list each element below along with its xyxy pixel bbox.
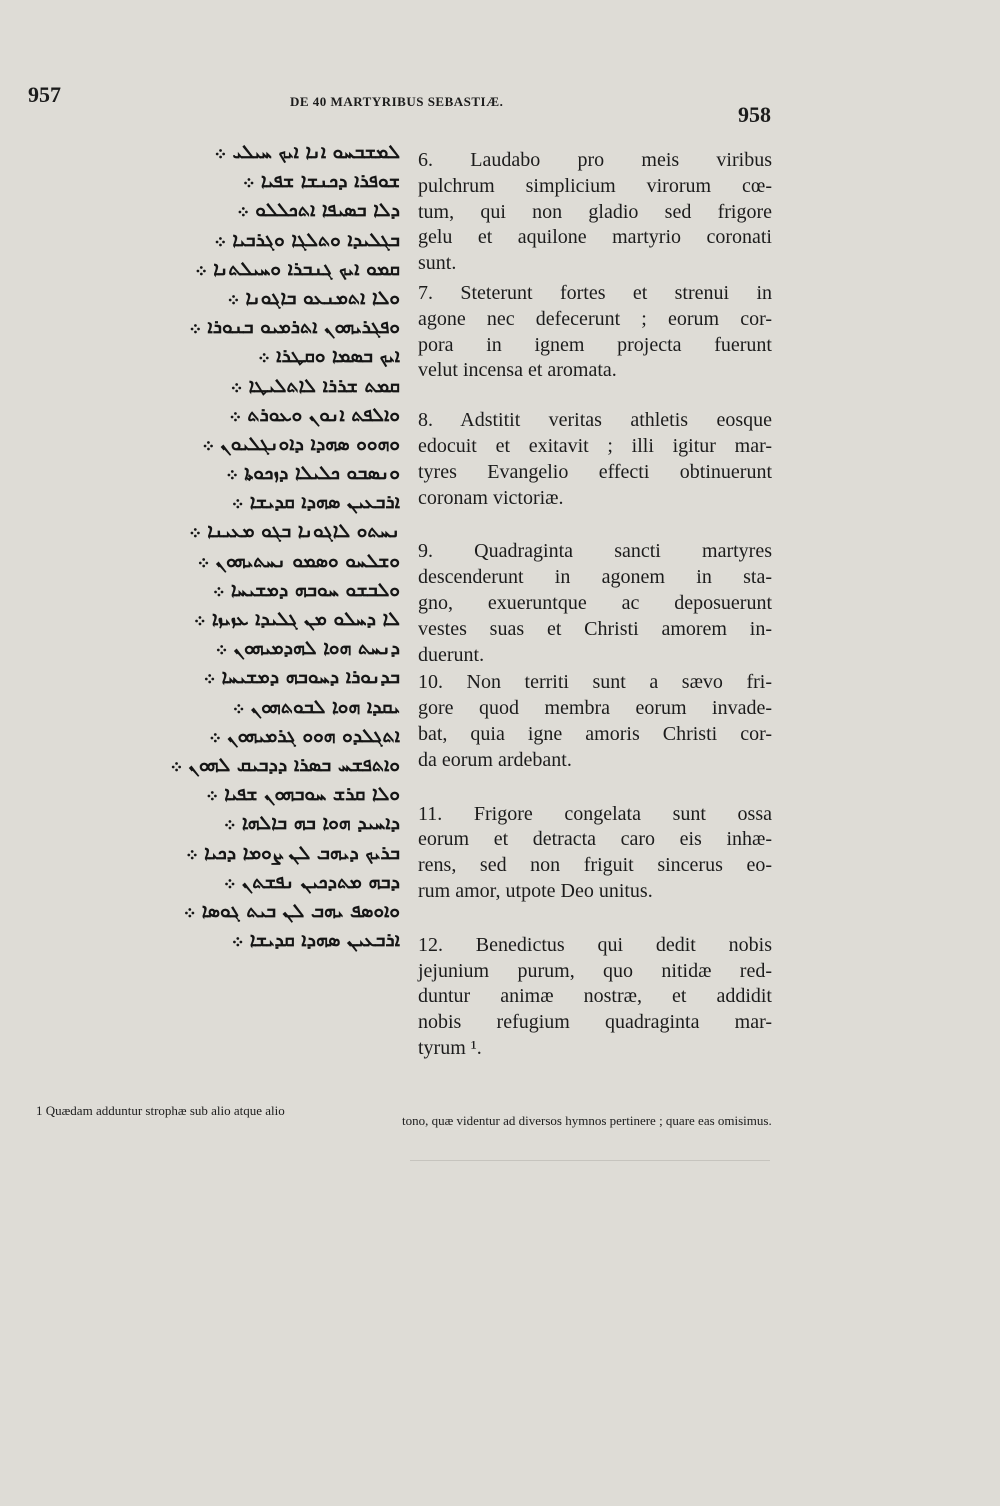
paragraph-11: [418, 802, 772, 905]
paragraph-6: [418, 148, 772, 277]
paragraph-7: [418, 281, 772, 384]
syriac-line: ܘܦܓܪܝܗܘܢ ܐܬܪܡܝܘ ܒܢܘܪܐ ܀: [189, 316, 400, 339]
text-line: 10. Non territi sunt a sævo fri-: [418, 671, 772, 694]
text-line: agone nec defecerunt ; eorum cor-: [418, 307, 772, 330]
text-line: tum, qui non gladio sed frigore: [418, 200, 772, 223]
syriac-text-column: [90, 138, 400, 955]
syriac-line: ܕܐܚܝܕ ܗܘܐ ܒܗ ܒܐܠܗܐ ܀: [223, 812, 400, 835]
left-page-number: 957: [28, 82, 61, 107]
text-line: nobis refugium quadraginta mar-: [418, 1011, 772, 1034]
syriac-line: ܕܢܚܬ ܗܘܐ ܠܗܕܡܝܗܘܢ ܀: [215, 637, 400, 660]
syriac-line: ܘܐܘܣܦ ܝܗܒ ܠܢ ܒܝܬ ܓܘܣܐ ܀: [183, 899, 400, 922]
syriac-line: ܘܠܒܫܘ ܚܘܒܗ ܕܡܫܝܚܐ ܀: [212, 578, 400, 601]
syriac-line: ܘܢܣܒܘ ܟܠܝܠܐ ܕܙܟܘܬܐ ܀: [226, 462, 400, 485]
footnote-right: tono, quæ videntur ad diversos hymnos pertinere ; quare eas omisimus.: [402, 1113, 772, 1128]
text-line: rens, sed non friguit sincerus eo-: [418, 854, 772, 877]
text-line: jejunium purum, quo nitidæ red-: [418, 959, 772, 982]
paragraph-10: [418, 670, 772, 773]
text-line: 7. Steterunt fortes et strenui in: [418, 281, 772, 304]
syriac-line: ܘܗܘܘ ܣܗܕܐ ܕܐܘܢܓܠܝܘܢ ܀: [202, 432, 400, 455]
footnote-left: 1 Quædam adduntur strophæ sub alio atque alio: [36, 1103, 285, 1118]
text-line: da eorum ardebant.: [418, 748, 572, 771]
syriac-line: ܐܬܓܠܕܘ ܗܘܘ ܓܪܡܝܗܘܢ ܀: [209, 724, 400, 747]
text-line: descenderunt in agonem in sta-: [418, 566, 772, 589]
text-line: 6. Laudabo pro meis viribus: [418, 149, 772, 171]
text-line: bat, quia igne amoris Christi cor-: [418, 722, 772, 745]
latin-text-column: [418, 148, 772, 1062]
text-line: sunt.: [418, 252, 457, 275]
syriac-line: ܝܩܕܐ ܗܘܐ ܠܒܘܬܗܘܢ ܀: [232, 695, 400, 718]
text-line: coronam victoriæ.: [418, 486, 564, 509]
text-line: rum amor, utpote Deo unitus.: [418, 879, 653, 902]
text-line: gelu et aquilone martyrio coronati: [418, 226, 772, 249]
text-line: eorum et detracta caro eis inhæ-: [418, 828, 772, 851]
syriac-line: ܩܡܘ ܐܝܟ ܓܢܒܪܐ ܘܚܝܠܬܢܐ ܀: [195, 257, 400, 280]
right-page-number: 958: [738, 102, 771, 127]
syriac-line: ܘܠܐ ܐܬܡܢܥܘ ܒܐܓܘܢܐ ܀: [227, 286, 400, 309]
text-line: pulchrum simplicium virorum cœ-: [418, 174, 772, 197]
syriac-line: ܘܠܐ ܩܪܫ ܚܘܒܗܘܢ ܫܦܝܐ ܀: [206, 783, 400, 806]
syriac-line: ܐܪܒܥܝܢ ܣܗܕܐ ܩܕܝܫܐ ܀: [231, 929, 400, 952]
text-line: duerunt.: [418, 643, 485, 666]
paragraph-12: [418, 933, 772, 1062]
syriac-line: ܒܪܝܟ ܕܝܗܒ ܠܢ ܨܘܡܐ ܕܟܝܐ ܀: [186, 841, 400, 864]
text-line: pora in ignem projecta fuerunt: [418, 333, 772, 356]
syriac-line: ܩܡܬ ܫܪܪܐ ܠܐܬܠܝܛܐ ܀: [230, 374, 400, 397]
paragraph-9: [418, 539, 772, 668]
syriac-line: ܐܪܒܥܝܢ ܣܗܕܐ ܩܕܝܫܐ ܀: [231, 491, 400, 514]
syriac-line: ܘܫܠܚܘ ܘܣܡܘ ܢܚܬܝܗܘܢ ܀: [197, 549, 400, 572]
text-line: edocuit et exitavit ; illi igitur mar-: [418, 434, 772, 457]
text-line: duntur animæ nostræ, et addidit: [418, 985, 772, 1008]
syriac-line: ܒܕܢܘܪܐ ܕܚܘܒܗ ܕܡܫܝܚܐ ܀: [203, 666, 400, 689]
syriac-line: ܘܐܬܦܫܚ ܒܣܪܐ ܕܕܒܝܩ ܠܗܘܢ ܀: [170, 753, 400, 776]
syriac-line: ܫܘܦܪܐ ܕܟܢܫܐ ܫܦܝܐ ܀: [242, 170, 400, 193]
syriac-line: ܕܒܗ ܡܬܕܟܝܢ ܢܦܫܬܢ ܀: [223, 870, 400, 893]
paragraph-8: [418, 408, 772, 511]
syriac-line: ܒܓܠܝܕܐ ܘܬܠܓܐ ܘܓܪܒܝܐ ܀: [214, 228, 400, 251]
syriac-line: ܠܐ ܕܚܠܘ ܡܢ ܓܠܝܕܐ ܥܙܝܙܐ ܀: [193, 608, 400, 630]
syriac-line: ܢܚܬܘ ܠܐܓܘܢܐ ܒܓܘ ܡܥܝܢܐ ܀: [189, 520, 400, 543]
text-line: 12. Benedictus qui dedit nobis: [418, 933, 772, 956]
syriac-line: ܘܐܠܦܬ ܐܢܘܢ ܘܥܘܪܬ ܀: [229, 403, 400, 426]
text-line: gno, exueruntque ac deposuerunt: [418, 591, 772, 614]
text-line: tyrum ¹.: [418, 1036, 482, 1059]
text-line: 8. Adstitit veritas athletis eosque: [418, 409, 772, 432]
syriac-line: ܕܠܐ ܒܣܝܦܐ ܐܬܟܠܠܘ ܀: [237, 199, 400, 222]
text-line: tyres Evangelio effecti obtinuerunt: [418, 460, 772, 483]
footnote-divider: [410, 1160, 770, 1161]
syriac-line: ܐܝܟ ܒܣܡܐ ܘܩܛܪܐ ܀: [258, 345, 400, 368]
text-line: 11. Frigore congelata sunt ossa: [418, 802, 772, 825]
text-line: 9. Quadraginta sancti martyres: [418, 540, 772, 563]
syriac-line: ܠܡܫܒܚܘ ܐܢܐ ܐܝܟ ܚܝܠܝ ܀: [214, 141, 400, 163]
text-line: vestes suas et Christi amorem in-: [418, 617, 772, 640]
text-line: gore quod membra eorum invade-: [418, 697, 772, 720]
running-title: DE 40 MARTYRIBUS SEBASTIÆ.: [290, 94, 504, 109]
text-line: velut incensa et aromata.: [418, 359, 617, 382]
